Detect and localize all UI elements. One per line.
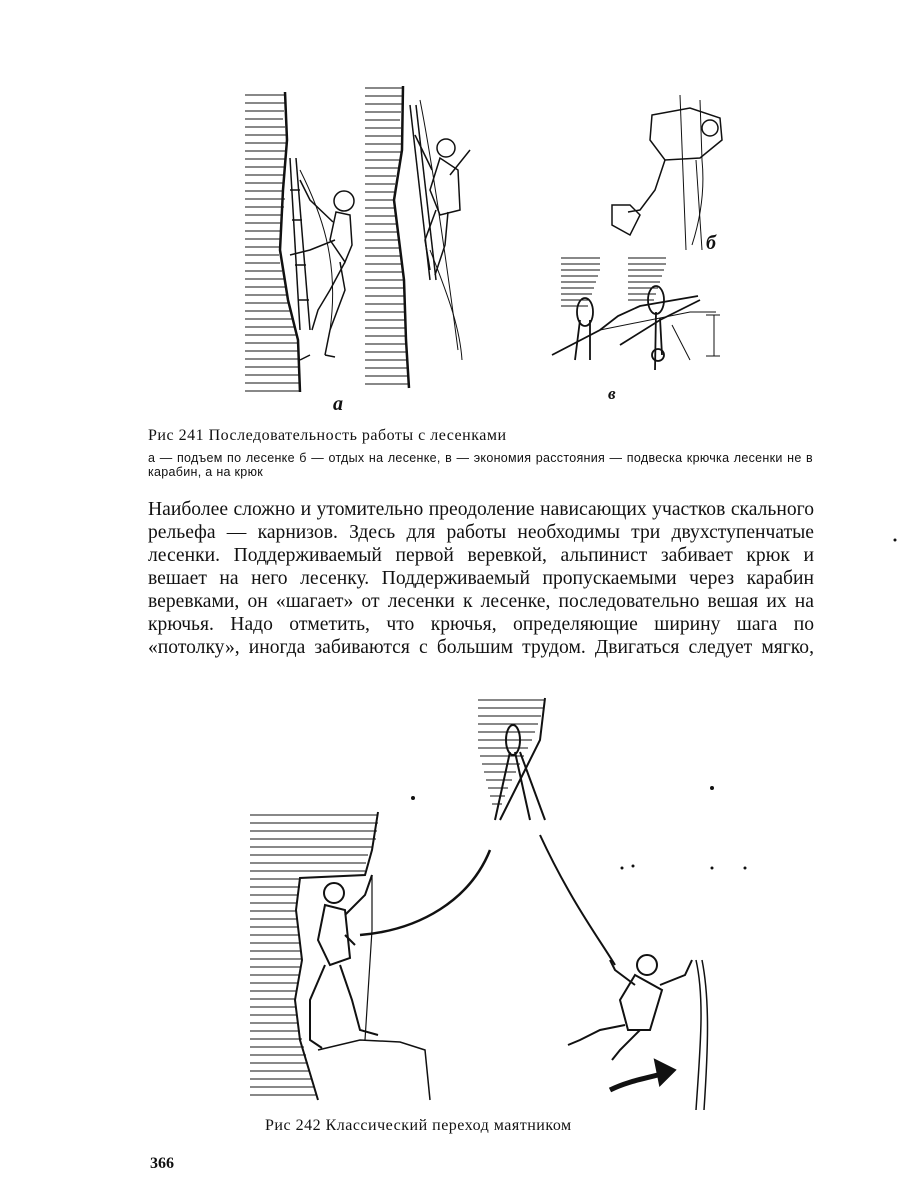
figure-242-caption: Рис 242 Классический переход маятником bbox=[265, 1117, 572, 1134]
figure-241-label-v: в bbox=[608, 384, 616, 403]
figure-241-label-a: а bbox=[333, 393, 343, 415]
figure-241-label-b: б bbox=[706, 232, 716, 254]
body-paragraph: Наиболее сложно и утомительно преодоление нависающих участков скального рельефа — карнизов. Здесь для работы необходимы три двухступенчатые лесенки. Поддерживаемый первой веревкой, альпинист забивает крюк и вешает на него лесенку. Поддерживаемый пропускаемыми через карабин веревками, он «шагает» от лесенки к лесенке, последовательно вешая их на крючья. Надо отметить, что крючья, определяющие ширину шага по «потолку», иногда забиваются с большим трудом. Двигаться следует мягко, bbox=[148, 499, 814, 658]
figure-241-caption-title: Рис 241 Последовательность работы с лесенками bbox=[148, 427, 507, 444]
page-number: 366 bbox=[150, 1155, 174, 1172]
figure-241-caption-legend: а — подъем по лесенке б — отдых на лесенке, в — экономия расстояния — подвеска крючка лесенки не в карабин, а на крюк bbox=[148, 451, 813, 479]
